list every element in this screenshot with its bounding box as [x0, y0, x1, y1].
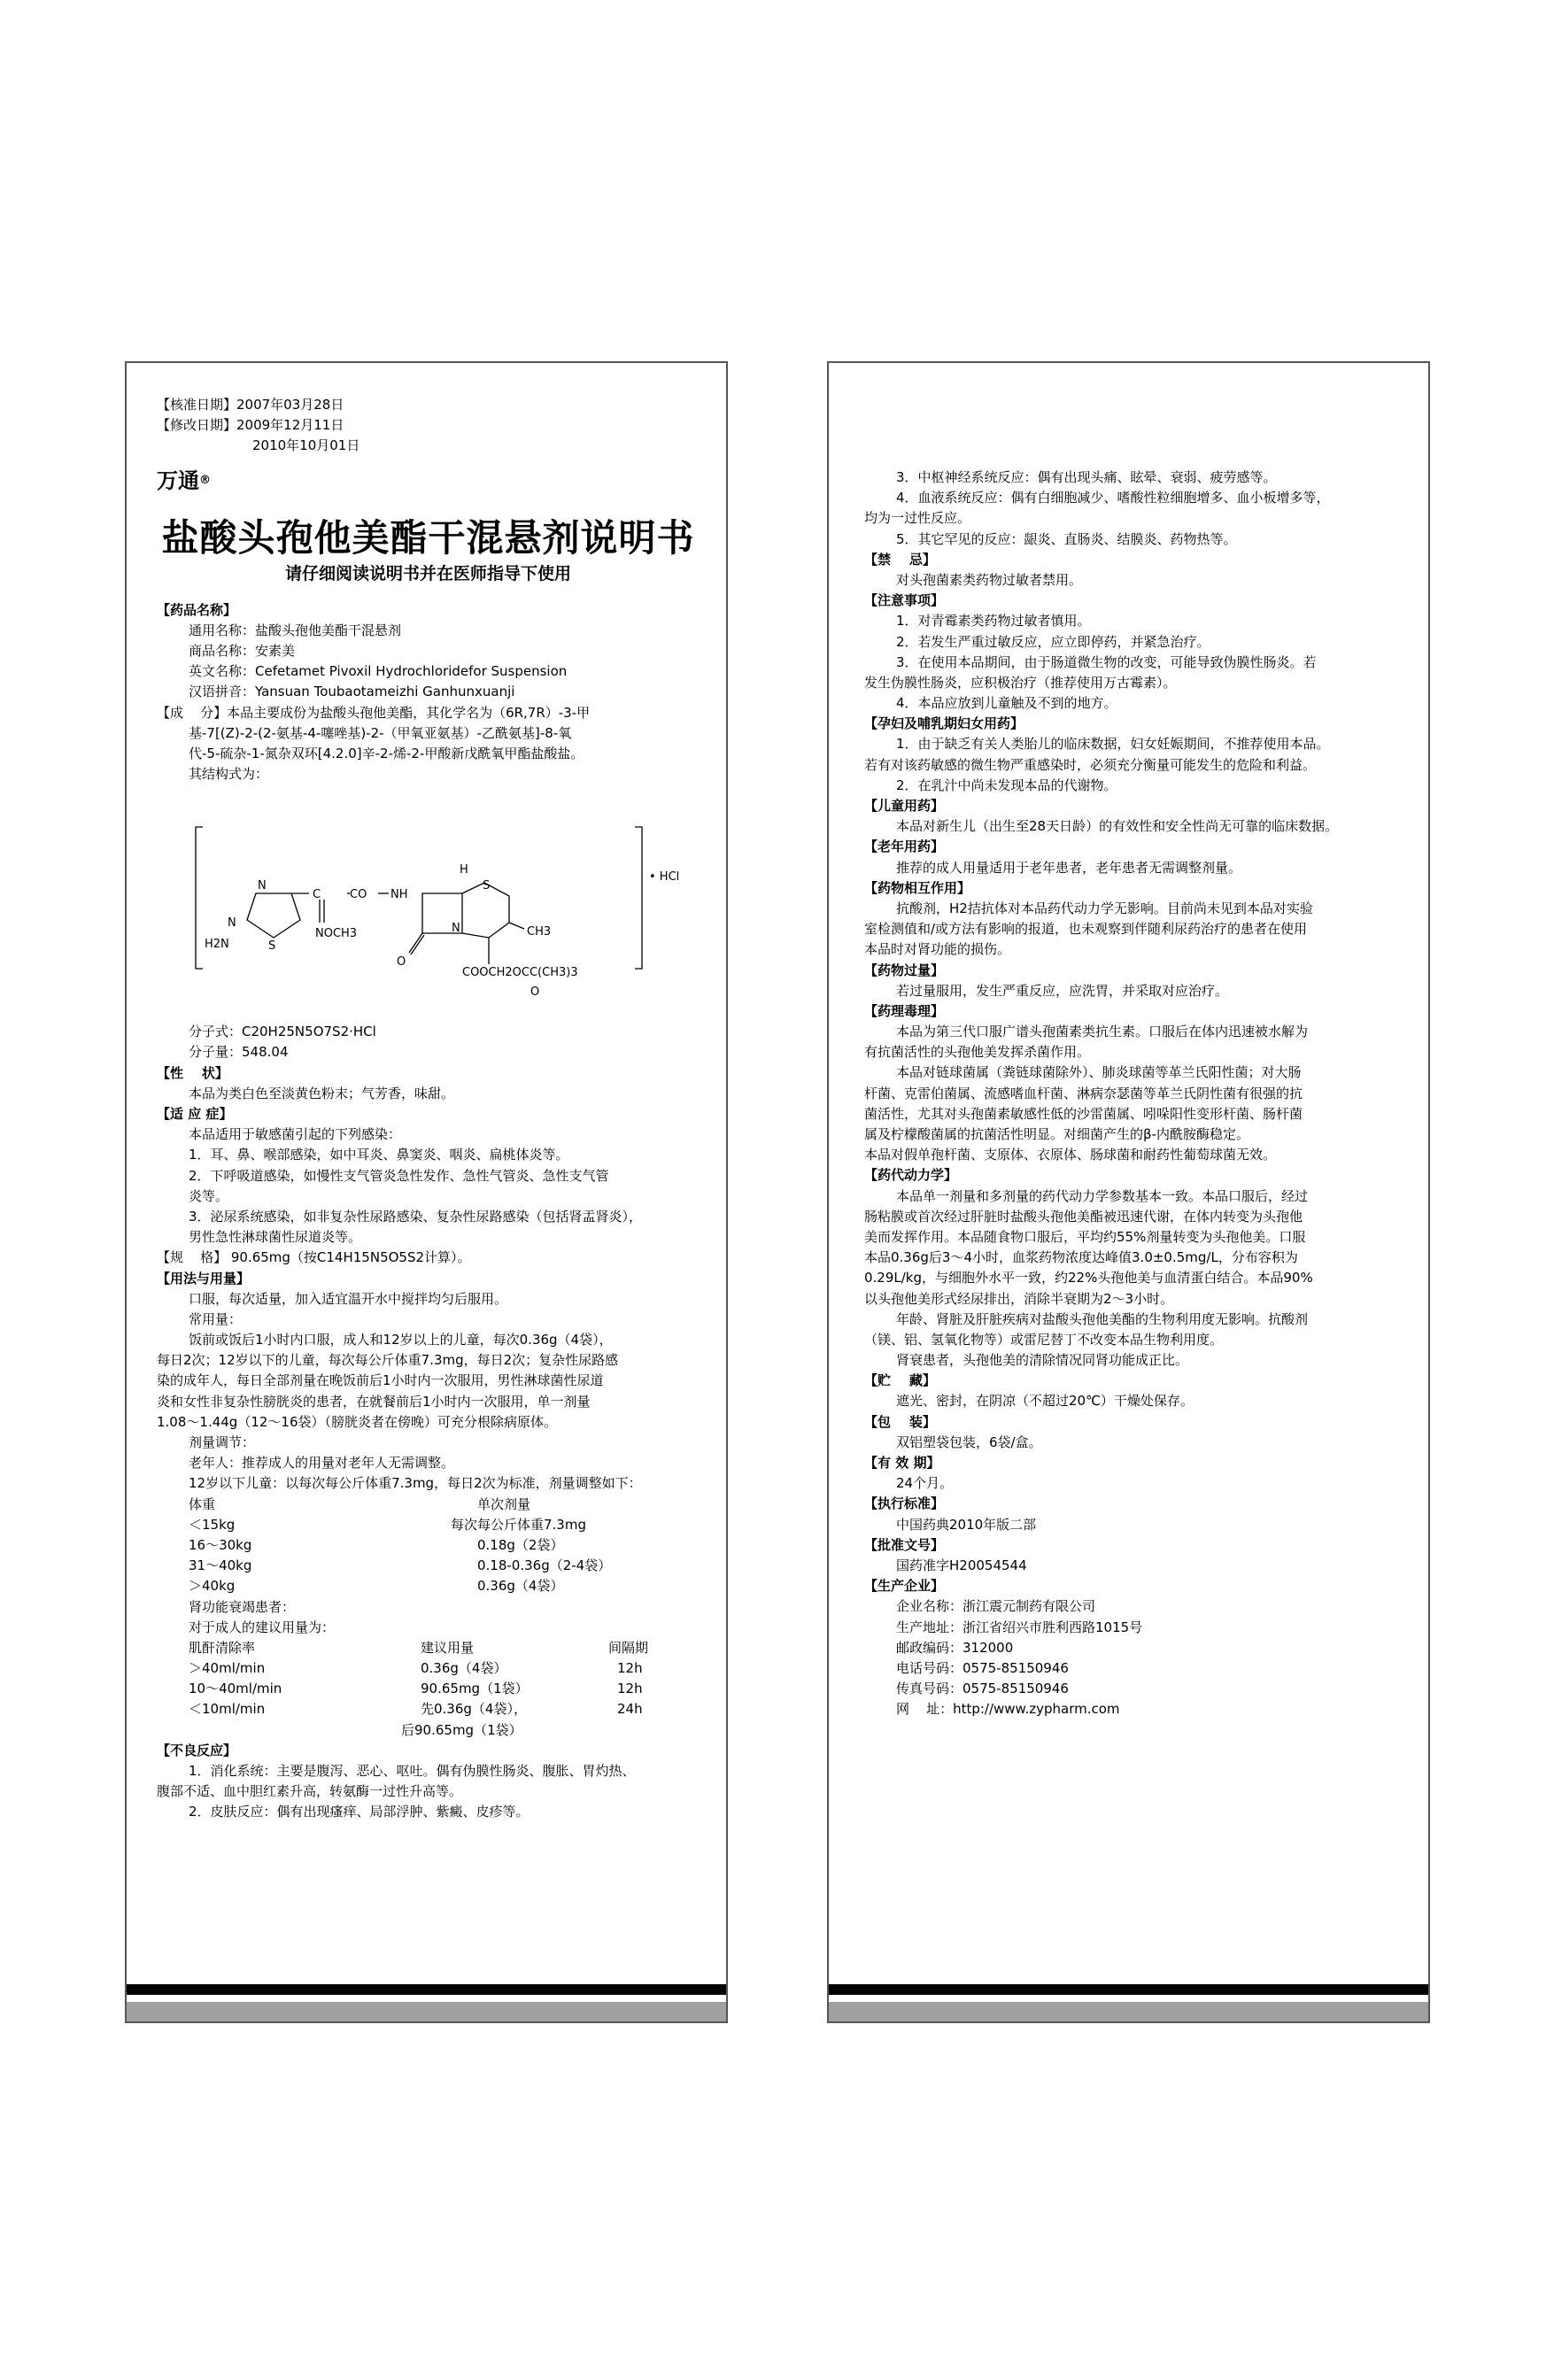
text-line: 2．在乳汁中尚未发现本品的代谢物。 [896, 777, 1117, 793]
pinyin-name: 汉语拼音：Yansuan Toubaotameizhi Ganhunxuanji [189, 684, 515, 700]
text-line: 国药准字H20054544 [896, 1557, 1027, 1573]
usage-line: 染的成年人，每日全部剂量在晚饭前后1小时内一次服用，男性淋球菌性尿道 [157, 1372, 604, 1389]
section-heading: 【药物过量】 [864, 962, 945, 978]
dose-amount: 0.18-0.36g（2-4袋） [477, 1557, 612, 1574]
text-line: 本品为第三代口服广谱头孢菌素类抗生素。口服后在体内迅速被水解为 [896, 1024, 1309, 1040]
hcl-label: • HCl [649, 870, 680, 885]
renal-interval: 12h [617, 1660, 643, 1677]
text-line: 推荐的成人用量适用于老年患者，老年患者无需调整剂量。 [896, 859, 1242, 876]
dose-amount: 0.18g（2袋） [477, 1536, 564, 1553]
approval-date: 【核准日期】2007年03月28日 [157, 397, 344, 413]
text-line: 年龄、肾脏及肝脏疾病对盐酸头孢他美酯的生物利用度无影响。抗酸剂 [896, 1310, 1309, 1327]
renal-dose: 90.65mg（1袋） [421, 1681, 529, 1697]
table-row [157, 1679, 700, 1699]
renal-clearance: ＞40ml/min [189, 1660, 266, 1677]
usage-line: 常用量： [189, 1310, 243, 1327]
renal-dose: 后90.65mg（1袋） [401, 1721, 522, 1738]
structure-diagram [157, 792, 688, 1013]
text-line: 网 址：http://www.zypharm.com [896, 1701, 1120, 1718]
text-line: 抗酸剂，H2拮抗体对本品药代动力学无影响。目前尚未见到本品对实验 [896, 900, 1313, 916]
text-line: 24个月。 [896, 1475, 954, 1492]
characteristics-text: 本品为类白色至淡黄色粉末；气芳香，味甜。 [189, 1085, 455, 1101]
section-heading: 【孕妇及哺乳期妇女用药】 [864, 715, 1024, 732]
indication-line: 3．泌尿系统感染，如非复杂性尿路感染、复杂性尿路感染（包括肾盂肾炎）， [189, 1208, 643, 1225]
table-row [157, 1658, 700, 1679]
atom-label: S [268, 939, 276, 954]
usage-line: 口服，每次适量，加入适宜温开水中搅拌均匀后服用。 [189, 1290, 508, 1307]
section-heading: 【禁 忌】 [864, 551, 936, 568]
text-line: 遮光、密封，在阴凉（不超过20℃）干燥处保存。 [896, 1393, 1194, 1410]
atom-label: N [452, 922, 460, 936]
renal-clearance: ＜10ml/min [189, 1701, 266, 1718]
renal-col-interval: 间隔期 [608, 1639, 649, 1656]
text-line: 本品0.36g后3～4小时，血浆药物浓度达峰值3.0±0.5mg/L，分布容积为 [864, 1249, 1298, 1266]
footer-stripe-dark [127, 1984, 726, 1995]
atom-label: CO [350, 888, 367, 902]
adverse-line: 2．皮肤反应：偶有出现瘙痒、局部浮肿、紫癜、皮疹等。 [189, 1804, 530, 1820]
section-heading: 【老年用药】 [864, 838, 945, 855]
table-row [157, 1535, 700, 1556]
renal-clearance [189, 1720, 401, 1741]
usage-line: 饭前或饭后1小时内口服，成人和12岁以上的儿童，每次0.36g（4袋）， [189, 1332, 613, 1348]
text-line: 若有对该药敏感的微生物严重感染时，必须充分衡量可能发生的危险和利益。 [864, 756, 1317, 773]
composition-line: 其结构式为： [189, 766, 269, 783]
brand-name: 万通 [157, 468, 199, 493]
renal-col-dose: 建议用量 [421, 1639, 475, 1656]
text-line: 对头孢菌素类药物过敏者禁用。 [896, 571, 1083, 588]
text-line: 中国药典2010年版二部 [896, 1516, 1037, 1533]
text-line: 若过量服用，发生严重反应，应洗胃，并采取对应治疗。 [896, 982, 1229, 999]
right-content [864, 468, 1402, 1719]
text-line: 1．对青霉素类药物过敏者慎用。 [896, 613, 1091, 630]
generic-name: 通用名称：盐酸头孢他美酯干混悬剂 [189, 622, 402, 638]
text-line: 5．其它罕见的反应：龈炎、直肠炎、结膜炎、药物热等。 [896, 530, 1237, 547]
text-line: 菌活性，尤其对头孢菌素敏感性低的沙雷菌属、吲哚阳性变形杆菌、肠杆菌 [864, 1105, 1303, 1122]
text-line: 3．中枢神经系统反应：偶有出现头痛、眩晕、衰弱、疲劳感等。 [896, 469, 1277, 485]
text-line: 本品对新生儿（出生至28天日龄）的有效性和安全性尚无可靠的临床数据。 [896, 818, 1339, 835]
brand-logo [157, 468, 700, 494]
dose-weight: ＞40kg [189, 1578, 236, 1595]
section-adverse-reactions: 【不良反应】 [157, 1742, 237, 1758]
usage-line: 炎和女性非复杂性膀胱炎的患者，在就餐前后1小时内一次服用，单一剂量 [157, 1393, 591, 1410]
text-line: 肾衰患者，头孢他美的清除情况同肾功能成正比。 [896, 1352, 1189, 1369]
section-heading: 【药理毒理】 [864, 1002, 945, 1019]
indication-line: 炎等。 [189, 1187, 229, 1204]
structural-formula [157, 792, 700, 1013]
usage-line: 每日2次；12岁以下的儿童，每次每公斤体重7.3mg，每日2次；复杂性尿路感 [157, 1352, 619, 1369]
text-line: 本品对假单孢杆菌、支原体、衣原体、肠球菌和耐药性葡萄球菌无效。 [864, 1147, 1277, 1163]
usage-line: 1.08～1.44g（12～16袋）（膀胱炎者在傍晚）可充分根除病原体。 [157, 1413, 557, 1430]
dose-table-header [157, 1495, 700, 1515]
section-heading: 【有 效 期】 [864, 1455, 940, 1471]
indication-line: 1．耳、鼻、喉部感染，如中耳炎、鼻窦炎、咽炎、扁桃体炎等。 [189, 1147, 569, 1163]
atom-label: S [483, 879, 491, 893]
text-line: 杆菌、克雷伯菌属、流感嗜血杆菌、淋病奈瑟菌等革兰氏阴性菌有很强的抗 [864, 1085, 1303, 1101]
renal-clearance: 10～40ml/min [189, 1681, 282, 1697]
atom-label: NOCH3 [315, 927, 358, 941]
trade-name: 商品名称：安素美 [189, 642, 296, 659]
text-line: 传真号码：0575-85150946 [896, 1681, 1069, 1697]
dose-amount: 每次每公斤体重7.3mg [451, 1516, 586, 1533]
molecular-formula: 分子式：C20H25N5O7S2·HCl [189, 1024, 376, 1040]
text-line: 有抗菌活性的头孢他美发挥杀菌作用。 [864, 1044, 1091, 1061]
text-line: 肠粘膜或首次经过肝脏时盐酸头孢他美酯被迅速代谢，在体内转变为头孢他 [864, 1208, 1303, 1225]
adverse-line: 1．消化系统：主要是腹泻、恶心、呕吐。偶有伪膜性肠炎、腹胀、胃灼热、 [189, 1763, 636, 1779]
composition-line: 【成 分】本品主要成份为盐酸头孢他美酯，其化学名为（6R,7R）-3-甲 [157, 704, 591, 721]
renal-dose: 0.36g（4袋） [421, 1660, 507, 1677]
english-name: 英文名称：Cefetamet Pivoxil Hydrochloridefor Suspension [189, 663, 568, 680]
revision-date-2: 2010年10月01日 [252, 437, 360, 454]
text-line: 电话号码：0575-85150946 [896, 1659, 1069, 1676]
atom-label: N [228, 916, 236, 931]
specification-line: 【规 格】 90.65mg（按C14H15N5O5S2计算）。 [157, 1249, 471, 1266]
section-heading: 【注意事项】 [864, 592, 945, 609]
text-line: 0.29L/kg，与细胞外水平一致，约22%头孢他美与血清蛋白结合。本品90% [864, 1270, 1313, 1287]
atom-label: O [397, 955, 406, 970]
dose-col-single: 单次剂量 [477, 1495, 531, 1512]
atom-label: O [530, 985, 540, 1000]
renal-col-clearance: 肌酐清除率 [189, 1639, 256, 1656]
text-line: 均为一过性反应。 [864, 510, 971, 527]
renal-dose: 先0.36g（4袋）， [421, 1701, 527, 1718]
section-heading: 【包 装】 [864, 1413, 936, 1430]
registered-mark: ® [199, 473, 211, 487]
section-heading: 【药物相互作用】 [864, 879, 971, 896]
table-row [157, 1556, 700, 1576]
section-indications: 【适 应 症】 [157, 1106, 233, 1122]
indication-line: 本品适用于敏感菌引起的下列感染： [189, 1126, 402, 1143]
text-line: 邮政编码：312000 [896, 1639, 1014, 1656]
text-line: 企业名称：浙江震元制药有限公司 [896, 1598, 1096, 1615]
renal-line: 对于成人的建议用量为： [189, 1619, 336, 1635]
atom-label: NH [390, 888, 408, 902]
table-row [157, 1515, 700, 1535]
text-line: 双铝塑袋包装，6袋/盒。 [896, 1433, 1042, 1450]
atom-label: COOCH2OCC(CH3)3 [462, 966, 578, 980]
section-heading: 【贮 藏】 [864, 1372, 936, 1389]
atom-label: C [313, 888, 321, 902]
dose-weight: ＜15kg [189, 1516, 236, 1533]
renal-interval: 24h [617, 1701, 643, 1718]
text-line: 4．本品应放到儿童触及不到的地方。 [896, 695, 1117, 712]
renal-interval: 12h [617, 1681, 643, 1697]
section-characteristics: 【性 状】 [157, 1064, 228, 1081]
dose-col-weight: 体重 [189, 1495, 216, 1512]
section-drug-name: 【药品名称】 [157, 601, 237, 618]
section-heading: 【药代动力学】 [864, 1167, 958, 1184]
section-usage: 【用法与用量】 [157, 1270, 251, 1287]
table-row [157, 1576, 700, 1596]
text-line: 本品时对肾功能的损伤。 [864, 941, 1011, 958]
table-row [157, 1720, 700, 1741]
text-line: （镁、铝、氢氧化物等）或雷尼替丁不改变本品生物利用度。 [864, 1331, 1224, 1348]
atom-label: N [258, 879, 267, 893]
text-line: 本品对链球菌属（粪链球菌除外）、肺炎球菌等革兰氏阳性菌；对大肠 [896, 1064, 1302, 1081]
section-heading: 【儿童用药】 [864, 798, 945, 814]
left-content [157, 395, 700, 1823]
footer-stripe-dark [829, 1984, 1428, 1995]
document-subtitle: 请仔细阅读说明书并在医师指导下使用 [284, 563, 571, 583]
text-line: 4．血液系统反应：偶有白细胞减少、嗜酸性粒细胞增多、血小板增多等， [896, 490, 1330, 506]
text-line: 美而发挥作用。本品随食物口服后，平均约55%剂量转变为头孢他美。口服 [864, 1228, 1306, 1245]
text-line: 2．若发生严重过敏反应，应立即停药，并紧急治疗。 [896, 633, 1210, 650]
document-title: 盐酸头孢他美酯干混悬剂说明书 [161, 515, 695, 560]
renal-table-header [157, 1638, 700, 1658]
right-page [827, 361, 1430, 2023]
dose-weight: 31～40kg [189, 1557, 252, 1574]
section-heading: 【执行标准】 [864, 1495, 945, 1512]
revision-date: 【修改日期】2009年12月11日 [157, 417, 344, 434]
text-line: 1．由于缺乏有关人类胎儿的临床数据，妇女妊娠期间，不推荐使用本品。 [896, 736, 1330, 753]
atom-label: H [460, 863, 468, 877]
usage-line: 剂量调节： [189, 1434, 256, 1450]
adverse-line: 腹部不适、血中胆红素升高，转氨酶一过性升高等。 [157, 1783, 463, 1800]
atom-label: H2N [205, 938, 229, 952]
text-line: 本品单一剂量和多剂量的药代动力学参数基本一致。本品口服后，经过 [896, 1187, 1309, 1204]
composition-line: 代-5-硫杂-1-氮杂双环[4.2.0]辛-2-烯-2-甲酸新戊酰氧甲酯盐酸盐。 [189, 745, 584, 761]
composition-line: 基-7[(Z)-2-(2-氨基-4-噻唑基)-2-（甲氧亚氨基）-乙酰氨基]-8-氧 [189, 724, 572, 741]
section-heading: 【批准文号】 [864, 1536, 945, 1553]
dose-amount: 0.36g（4袋） [477, 1578, 564, 1595]
text-line: 生产地址：浙江省绍兴市胜利西路1015号 [896, 1619, 1143, 1635]
usage-line: 老年人：推荐成人的用量对老年人无需调整。 [189, 1455, 455, 1472]
table-row [157, 1699, 700, 1719]
usage-line: 12岁以下儿童：以每次每公斤体重7.3mg，每日2次为标准，剂量调整如下： [189, 1475, 642, 1492]
renal-line: 肾功能衰竭患者： [189, 1598, 296, 1615]
text-line: 3．在使用本品期间，由于肠道微生物的改变，可能导致伪膜性肠炎。若 [896, 653, 1317, 670]
atom-label: CH3 [527, 925, 552, 939]
dose-weight: 16～30kg [189, 1536, 252, 1553]
text-line: 发生伪膜性肠炎，应积极治疗（推荐使用万古霉素）。 [864, 674, 1177, 691]
molecular-weight: 分子量：548.04 [189, 1044, 289, 1061]
indication-line: 男性急性淋球菌性尿道炎等。 [189, 1229, 362, 1246]
text-line: 属及柠檬酸菌属的抗菌活性明显。对细菌产生的β-内酰胺酶稳定。 [864, 1126, 1249, 1142]
section-heading: 【生产企业】 [864, 1578, 945, 1595]
footer-stripe-gray [127, 2002, 726, 2021]
text-line: 以头孢他美形式经尿排出，消除半衰期为2～3小时。 [864, 1290, 1174, 1307]
indication-line: 2．下呼吸道感染，如慢性支气管炎急性发作、急性气管炎、急性支气管 [189, 1167, 609, 1184]
text-line: 室检测值和/或方法有影响的报道，也未观察到伴随利尿药治疗的患者在使用 [864, 921, 1308, 938]
left-page [125, 361, 728, 2023]
footer-stripe-gray [829, 2002, 1428, 2021]
